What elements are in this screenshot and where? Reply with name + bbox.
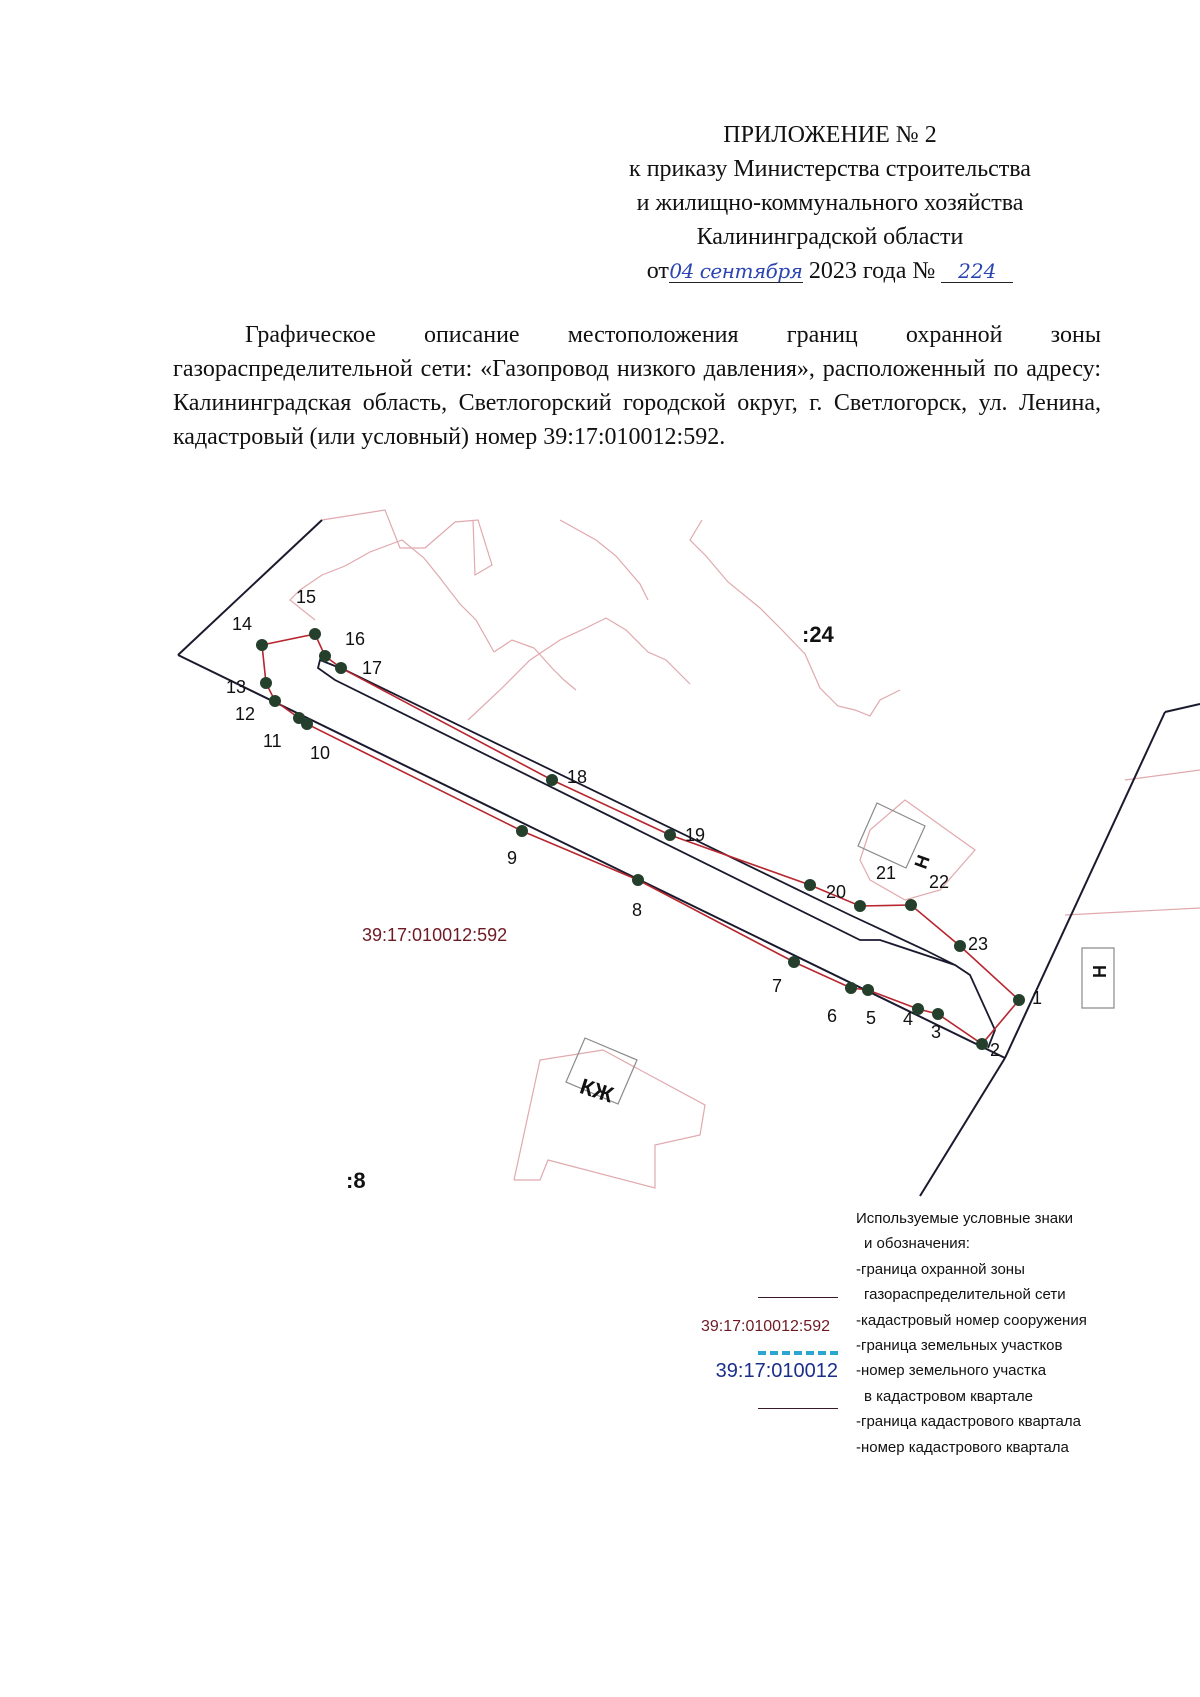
- quarter-boundary-line: [920, 1058, 1005, 1196]
- boundary-point-19: [664, 829, 676, 841]
- legend-title-1: Используемые условные знаки: [856, 1210, 1074, 1227]
- boundary-point-20: [804, 879, 816, 891]
- boundary-point-15: [309, 628, 321, 640]
- building-label-1: Н: [910, 852, 934, 872]
- boundary-point-label-1: 1: [1032, 988, 1043, 1008]
- land-plot-boundary: [1065, 908, 1200, 915]
- boundary-point-4: [912, 1003, 924, 1015]
- boundary-point-label-16: 16: [345, 629, 366, 649]
- legend-item-quarter-boundary: -граница кадастрового квартала: [856, 1413, 1081, 1431]
- boundary-point-label-21: 21: [876, 863, 897, 883]
- boundary-point-label-20: 20: [826, 882, 847, 902]
- boundary-point-label-12: 12: [235, 704, 256, 724]
- boundary-point-8: [632, 874, 644, 886]
- boundary-point-11: [293, 712, 305, 724]
- boundary-point-1: [1013, 994, 1025, 1006]
- quarter-boundaries: [178, 520, 1200, 1196]
- boundary-point-17: [335, 662, 347, 674]
- protection-zone-boundary: [262, 634, 1019, 1044]
- land-plot-boundary: [690, 520, 900, 716]
- legend-item-land-boundaries: -граница земельных участков: [856, 1337, 1063, 1355]
- order-line-1: к приказу Министерства строительства: [629, 156, 1031, 182]
- legend-item-cadastral-number: -кадастровый номер сооружения: [856, 1311, 1087, 1329]
- order-line-2: и жилищно-коммунального хозяйства: [636, 190, 1024, 216]
- boundary-point-label-5: 5: [866, 1008, 877, 1028]
- boundary-point-label-6: 6: [827, 1006, 838, 1026]
- boundary-point-3: [932, 1008, 944, 1020]
- boundary-point-21: [854, 900, 866, 912]
- boundary-point-label-22: 22: [929, 872, 950, 892]
- legend-sample-protection-zone: [758, 1297, 838, 1298]
- legend-sample-quarter-boundary: [758, 1408, 838, 1409]
- boundary-point-5: [862, 984, 874, 996]
- graphic-description: Графическое описание местоположения границ охранной зоны газораспределительной сети: «Газопровод низкого давления», расположенный по адресу: Калининградская область, Светлогорский городской округ, г. Светлогорск, ул. Ленина, кадастровый (или условный) номер 39:17:010012:592.: [173, 322, 1101, 450]
- boundary-point-label-17: 17: [362, 658, 383, 678]
- building-outlines: [566, 803, 1114, 1104]
- legend-item-protection-zone: -граница охранной зоны: [856, 1260, 1025, 1278]
- land-plot-boundary: [494, 640, 576, 690]
- boundary-point-label-10: 10: [310, 743, 331, 763]
- boundary-point-22: [905, 899, 917, 911]
- quarter-boundary-line: [1165, 704, 1200, 712]
- legend-item-quarter-number: -номер кадастрового квартала: [856, 1438, 1069, 1456]
- legend-sample-parcel-number: 39:17:010012:592: [700, 1318, 830, 1335]
- land-plot-boundary: [514, 1050, 705, 1188]
- boundary-point-label-14: 14: [232, 614, 253, 634]
- boundary-point-18: [546, 774, 558, 786]
- gas-pipeline-line: [318, 660, 995, 1048]
- boundary-point-label-8: 8: [632, 900, 643, 920]
- parcel-label-8: :8: [346, 1168, 366, 1193]
- boundary-point-13: [260, 677, 272, 689]
- order-line-3: Калининградской области: [696, 224, 964, 250]
- boundary-point-label-23: 23: [968, 934, 989, 954]
- parcel-label-24: :24: [802, 622, 834, 647]
- boundary-point-label-2: 2: [990, 1040, 1001, 1060]
- land-plot-boundary: [468, 618, 690, 720]
- boundary-point-14: [256, 639, 268, 651]
- boundary-point-label-4: 4: [903, 1009, 914, 1029]
- boundary-point-label-3: 3: [931, 1022, 942, 1042]
- appendix-title: ПРИЛОЖЕНИЕ № 2: [723, 122, 937, 148]
- land-plot-boundaries: [290, 510, 1200, 1188]
- boundary-point-12: [269, 695, 281, 707]
- land-plot-boundary: [560, 520, 648, 600]
- boundary-point-7: [788, 956, 800, 968]
- boundary-point-9: [516, 825, 528, 837]
- quarter-boundary-line: [1005, 712, 1165, 1058]
- boundary-point-label-15: 15: [296, 587, 317, 607]
- boundary-point-2: [976, 1038, 988, 1050]
- year-text: 2023 года №: [808, 258, 936, 284]
- boundary-point-label-13: 13: [226, 677, 247, 697]
- boundary-point-6: [845, 982, 857, 994]
- legend-sample-plot-boundary: [758, 1351, 838, 1355]
- building-label-3: КЖ: [577, 1073, 617, 1108]
- date-prefix: от: [646, 258, 669, 284]
- legend-samples: [660, 1285, 850, 1415]
- boundary-point-label-11: 11: [263, 731, 282, 751]
- boundary-point-23: [954, 940, 966, 952]
- legend-item-plot-number: -номер земельного участка: [856, 1362, 1047, 1380]
- land-plot-boundary: [860, 800, 975, 900]
- legend-item-protection-zone-cont: газораспределительной сети: [864, 1286, 1066, 1304]
- legend-item-plot-number-cont: в кадастровом квартале: [864, 1387, 1033, 1405]
- legend-sample-quarter-number: 39:17:010012: [715, 1360, 838, 1382]
- map-legend: [856, 1206, 1156, 1460]
- building-label-2: Н: [1090, 965, 1110, 978]
- boundary-point-label-19: 19: [685, 825, 706, 845]
- handwritten-order-number: 224: [941, 260, 1013, 283]
- cadastral-number-label: 39:17:010012:592: [362, 925, 508, 945]
- boundary-point-label-9: 9: [507, 848, 518, 868]
- legend-title-2: и обозначения:: [864, 1235, 970, 1253]
- boundary-point-label-7: 7: [772, 976, 783, 996]
- boundary-point-16: [319, 650, 331, 662]
- handwritten-date: 04 сентября: [669, 259, 803, 283]
- boundary-point-label-18: 18: [567, 767, 588, 787]
